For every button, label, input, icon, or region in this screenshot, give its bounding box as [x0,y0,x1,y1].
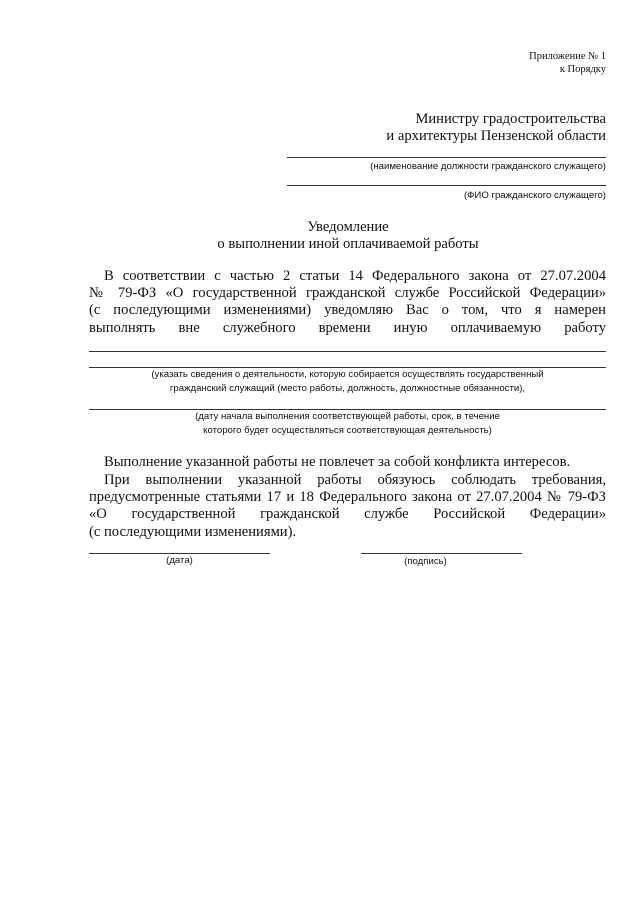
term-caption-line-2: которого будет осуществляться соответствующая деятельность) [203,425,492,436]
paragraph-3-line-4: (с последующими изменениями). [89,523,297,540]
activity-field-caption [89,368,606,396]
activity-caption-line-2: гражданский служащий (место работы, должность, должностные обязанности), [169,383,526,394]
paragraph-3-line-2: предусмотренные статьями 17 и 18 Федерального закона от 27.07.2004 № 79-ФЗ [89,489,606,506]
paragraph-3-line-1: При выполнении указанной работы обязуюсь соблюдать требования, [104,472,606,488]
paragraph-1-line-1: В соответствии с частью 2 статьи 14 Федерального закона от 27.07.2004 [104,268,606,284]
name-field-line[interactable] [287,185,606,186]
title-line-2: о выполнении иной оплачиваемой работы [217,236,479,252]
paragraph-1-line-2: № 79-ФЗ «О государственной гражданской службе Российской Федерации» [89,285,606,302]
term-caption-line-1: (дату начала выполнения соответствующей работы, срок, в течение [195,411,500,422]
appendix-number: Приложение № 1 [529,51,606,62]
signature-label: (подпись) [404,556,447,567]
activity-field-line-1[interactable] [89,351,606,352]
appendix-header [406,50,606,76]
paragraph-3-line-3: «О государственной гражданской службе Российской Федерации» [89,506,606,523]
obligation-paragraph [89,472,606,541]
addressee-line-1: Министру градостроительства [415,111,606,127]
paragraph-1-line-3: (с последующими изменениями) уведомляю Вас о том, что я намерен [89,302,606,319]
document-title [0,219,640,253]
conflict-statement: Выполнение указанной работы не повлечет за собой конфликта интересов. [104,454,571,470]
signature-field-line[interactable] [361,553,522,554]
position-field-line[interactable] [287,157,606,158]
notification-paragraph [89,268,606,337]
title-line-1: Уведомление [307,219,389,235]
addressee-line-2: и архитектуры Пензенской области [386,128,606,144]
paragraph-1-line-4: выполнять вне служебного времени иную оплачиваемую работу [89,319,606,336]
appendix-reference: к Порядку [559,64,606,75]
position-field-caption: (наименование должности гражданского служащего) [370,161,606,172]
name-field-caption: (ФИО гражданского служащего) [463,190,606,201]
term-field-caption [89,410,606,438]
activity-caption-line-1: (указать сведения о деятельности, которую собирается осуществлять государственный [151,369,544,380]
date-label: (дата) [166,555,193,566]
addressee-block [246,111,606,145]
